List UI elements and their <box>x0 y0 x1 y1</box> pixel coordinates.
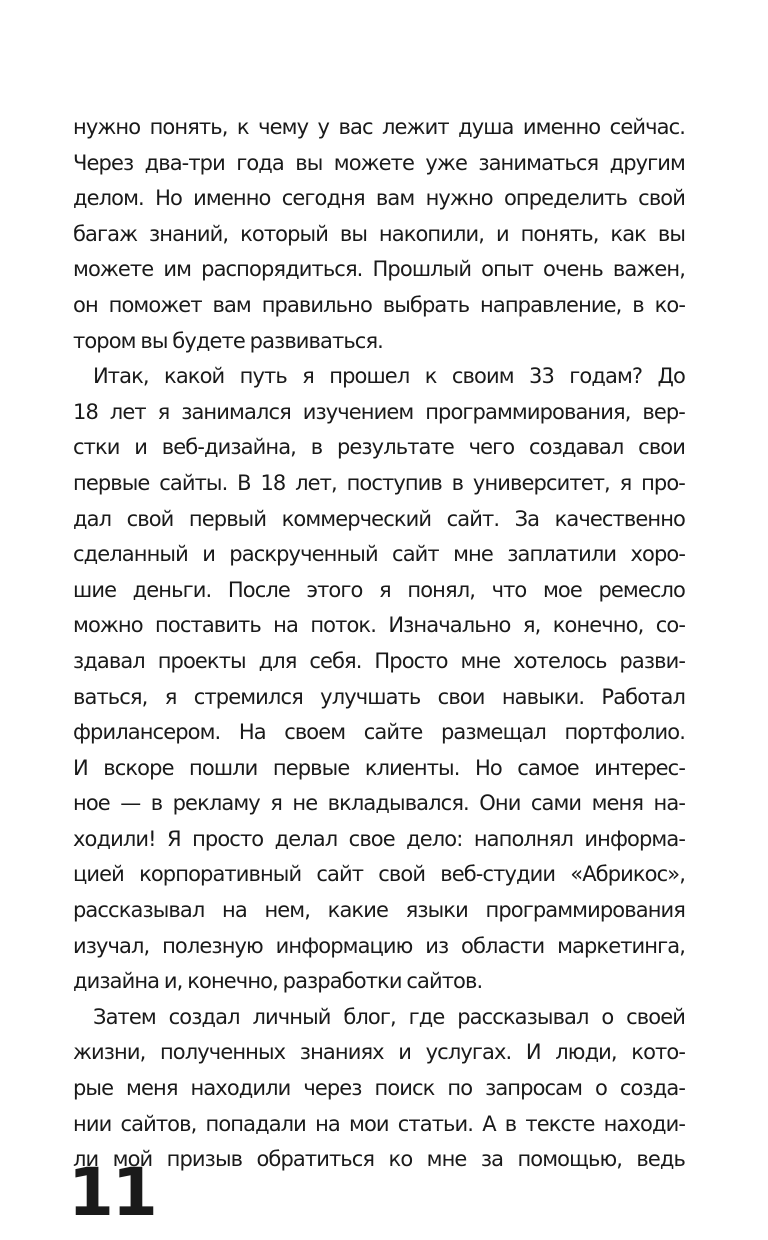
text-line: можете им распорядиться. Прошлый опыт очень важен, <box>73 257 685 282</box>
text-line: дизайна и, конечно, разработки сайтов. <box>73 969 483 994</box>
text-line: ное — в рекламу я не вкладывался. Они сами меня на- <box>73 791 685 816</box>
text-line: дал свой первый коммерческий сайт. За качественно <box>73 506 685 531</box>
text-line: стки и веб-дизайна, в результате чего создавал свои <box>73 435 685 460</box>
page-number: 11 <box>68 1154 156 1231</box>
text-line: 18 лет я занимался изучением программирования, вер- <box>73 399 685 424</box>
text-line: И вскоре пошли первые клиенты. Но самое интерес- <box>73 755 685 780</box>
text-line: первые сайты. В 18 лет, поступив в университет, я про- <box>73 470 685 495</box>
text-line: рассказывал на нем, какие языки программирования <box>73 898 685 923</box>
text-line: ваться, я стремился улучшать свои навыки. Работал <box>73 684 685 709</box>
text-line: Через два-три года вы можете уже заниматься другим <box>73 150 685 175</box>
text-line: нужно понять, к чему у вас лежит душа именно сейчас. <box>73 115 685 139</box>
text-line: изучал, полезную информацию из области маркетинга, <box>73 933 685 958</box>
text-line: цией корпоративный сайт свой веб-студии «Абрикос», <box>73 862 685 887</box>
text-line: нии сайтов, попадали на мои статьи. А в тексте находи- <box>73 1111 685 1136</box>
text-line: фрилансером. На своем сайте размещал портфолио. <box>73 720 685 745</box>
text-line: здавал проекты для себя. Просто мне хотелось разви- <box>73 648 685 673</box>
text-line: рые меня находили через поиск по запросам о созда- <box>73 1076 685 1101</box>
text-line: тором вы будете развиваться. <box>73 328 383 353</box>
text-line: он поможет вам правильно выбрать направление, в ко- <box>73 292 685 317</box>
text-line: можно поставить на поток. Изначально я, конечно, со- <box>73 613 685 638</box>
text-line: жизни, полученных знаниях и услугах. И люди, кото- <box>73 1040 685 1065</box>
paragraph-first-line: Затем создал личный блог, где рассказывал о своей <box>93 1004 685 1029</box>
text-line: шие деньги. После этого я понял, что мое ремесло <box>73 577 685 602</box>
body-text <box>73 110 685 1178</box>
text-line: делом. Но именно сегодня вам нужно определить свой <box>73 186 685 211</box>
paragraph-first-line: Итак, какой путь я прошел к своим 33 годам? До <box>93 364 685 389</box>
text-line: багаж знаний, который вы накопили, и понять, как вы <box>73 221 685 246</box>
text-line: ходили! Я просто делал свое дело: наполнял информа- <box>73 826 685 851</box>
text-line: сделанный и раскрученный сайт мне заплатили хоро- <box>73 542 685 567</box>
text-line: ли мой призыв обратиться ко мне за помощью, ведь <box>73 1147 685 1172</box>
